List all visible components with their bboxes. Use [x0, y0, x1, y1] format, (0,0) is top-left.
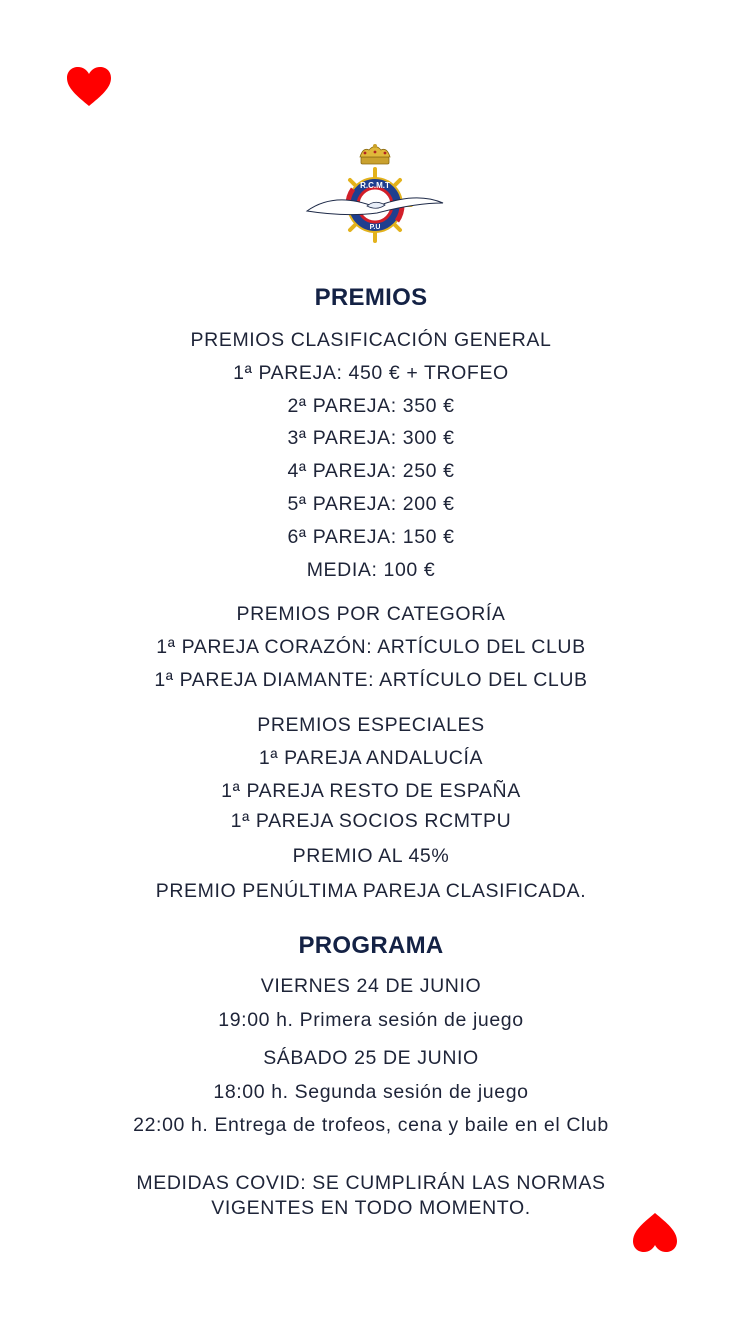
general-prize-media: MEDIA: 100 € [306, 559, 436, 581]
logo-bottom-text: P.U [369, 224, 381, 231]
general-prize-3: 3ª PAREJA: 300 € [287, 427, 455, 449]
crown-icon [360, 144, 390, 164]
heart-icon-inverted [633, 1212, 677, 1252]
category-prize-corazon: 1ª PAREJA CORAZÓN: ARTÍCULO DEL CLUB [156, 636, 586, 658]
programa-session-1: 19:00 h. Primera sesión de juego [218, 1009, 524, 1031]
category-prize-diamante: 1ª PAREJA DIAMANTE: ARTÍCULO DEL CLUB [154, 669, 588, 691]
special-prize-andalucia: 1ª PAREJA ANDALUCÍA [258, 747, 484, 769]
special-prize-penultima: PREMIO PENÚLTIMA PAREJA CLASIFICADA. [155, 880, 587, 902]
covid-line-1: MEDIDAS COVID: SE CUMPLIRÁN LAS NORMAS [136, 1172, 606, 1194]
programa-title: PROGRAMA [298, 932, 444, 959]
general-prize-5: 5ª PAREJA: 200 € [287, 493, 455, 515]
heart-icon [67, 67, 111, 107]
programa-day-1: VIERNES 24 DE JUNIO [260, 975, 482, 997]
general-prize-6: 6ª PAREJA: 150 € [287, 526, 455, 548]
club-emblem [305, 143, 445, 243]
programa-closing: 22:00 h. Entrega de trofeos, cena y baile en el Club [133, 1114, 609, 1136]
covid-line-2: VIGENTES EN TODO MOMENTO. [211, 1197, 531, 1219]
general-prizes-title: PREMIOS CLASIFICACIÓN GENERAL [190, 329, 552, 351]
general-prize-1: 1ª PAREJA: 450 € + TROFEO [233, 362, 509, 384]
category-prizes-title: PREMIOS POR CATEGORÍA [236, 603, 506, 625]
premios-title: PREMIOS [314, 284, 428, 311]
general-prize-4: 4ª PAREJA: 250 € [287, 460, 455, 482]
programa-session-2: 18:00 h. Segunda sesión de juego [213, 1081, 529, 1103]
logo-top-text: R.C.M.T [360, 181, 390, 190]
special-prize-45: PREMIO AL 45% [292, 845, 450, 867]
general-prize-2: 2ª PAREJA: 350 € [287, 395, 455, 417]
special-prize-socios: 1ª PAREJA SOCIOS RCMTPU [230, 810, 512, 832]
programa-day-2: SÁBADO 25 DE JUNIO [263, 1047, 479, 1069]
special-prize-espana: 1ª PAREJA RESTO DE ESPAÑA [221, 780, 521, 802]
special-prizes-title: PREMIOS ESPECIALES [257, 714, 485, 736]
